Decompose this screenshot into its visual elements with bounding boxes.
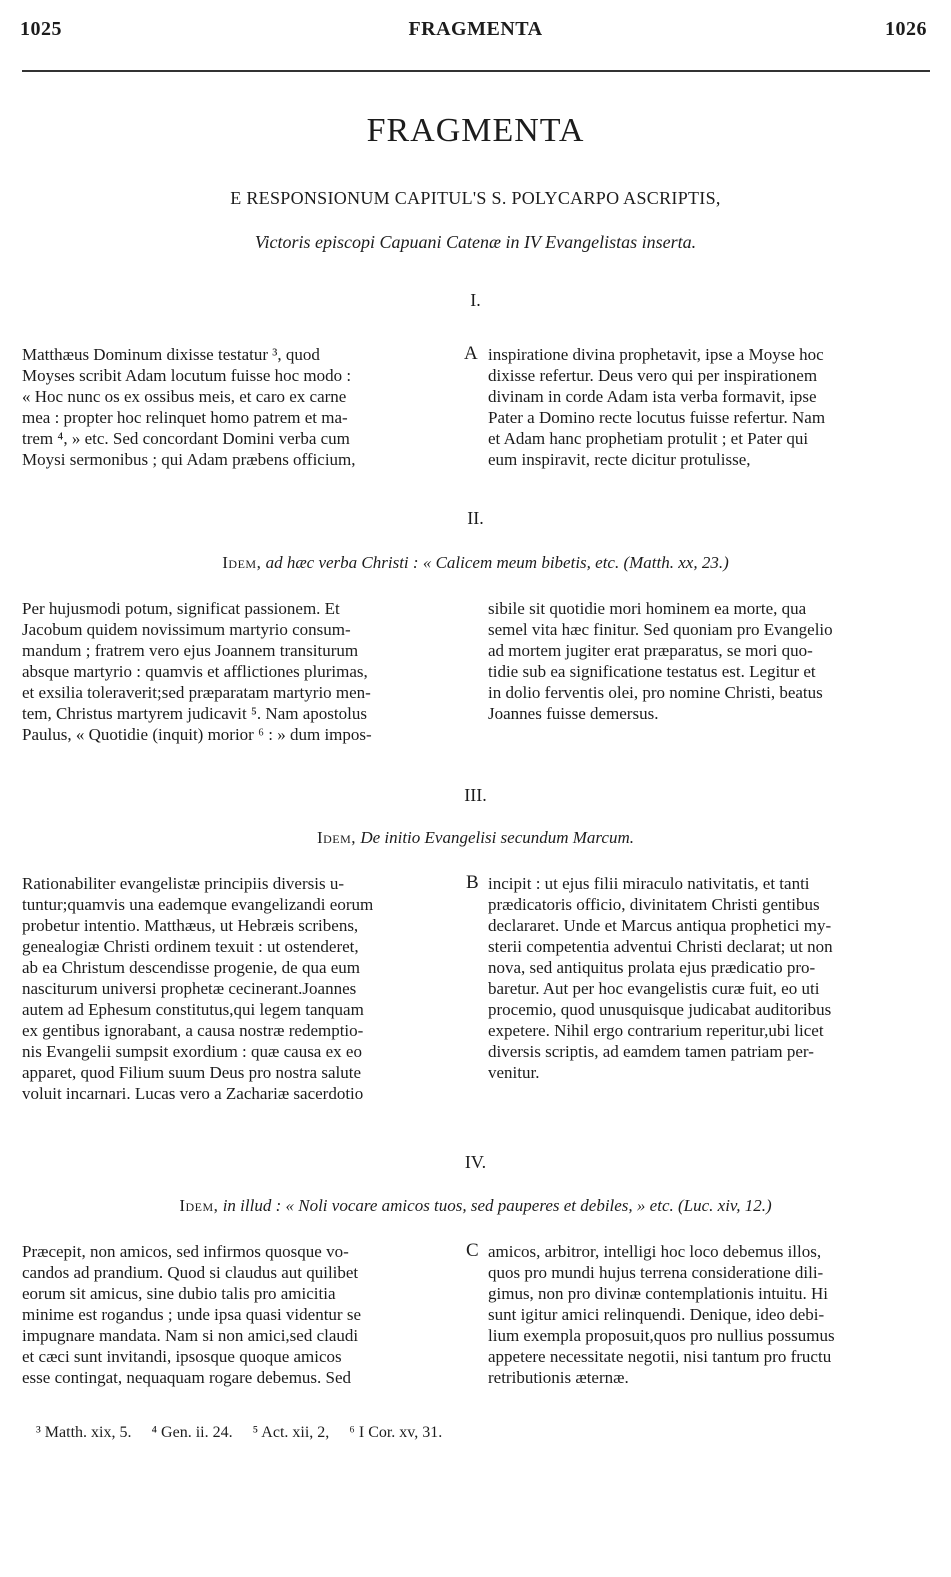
right-column: [488, 598, 928, 724]
text-line: et exsilia toleraverit;sed præparatam martyrio men-: [22, 683, 371, 702]
section-number: II.: [467, 508, 484, 528]
text-line: sunt igitur amici relinquendi. Denique, ideo debi-: [488, 1305, 825, 1324]
text-line: Præcepit, non amicos, sed infirmos quosque vo-: [22, 1242, 349, 1261]
text-line: trem ⁴, » etc. Sed concordant Domini verba cum: [22, 429, 350, 448]
text-line: inspiratione divina prophetavit, ipse a Moyse hoc: [488, 345, 824, 364]
text-line: impugnare mandata. Nam si non amici,sed claudi: [22, 1326, 359, 1345]
text-line: procemio, quod unusquisque judicabat auditoribus: [488, 1000, 832, 1019]
text-line: amicos, arbitror, intelligi hoc loco debemus illos,: [488, 1242, 822, 1261]
text-line: nova, sed antiquitus prolata ejus prædicatio pro-: [488, 958, 816, 977]
text-line: tidie sub ea significatione testatus est. Legitur et: [488, 662, 816, 681]
text-line: diversis scriptis, ad eamdem tamen patriam per-: [488, 1042, 814, 1061]
text-line: venitur.: [488, 1063, 540, 1082]
text-line: eum inspiravit, recte dicitur protulisse,: [488, 450, 751, 469]
left-column: [22, 873, 460, 1104]
text-line: absque martyrio : quamvis et afflictiones plurimas,: [22, 662, 368, 681]
text-line: Moyses scribit Adam locutum fuisse hoc modo :: [22, 366, 352, 385]
text-line: autem ad Ephesum constitutus,qui legem tanquam: [22, 1000, 364, 1019]
idem-label: Idem,: [222, 553, 262, 572]
text-line: Per hujusmodi potum, significat passionem. Et: [22, 599, 340, 618]
footnote: ³ Matth. xix, 5.: [36, 1424, 132, 1441]
section-heading: [0, 828, 951, 848]
text-line: baretur. Aut per hoc evangelistis curæ fuit, eo uti: [488, 979, 820, 998]
section-number: III.: [464, 785, 487, 805]
text-line: Pater a Domino recte locutus fuisse refertur. Nam: [488, 408, 826, 427]
text-line: apparet, quod Filium suum Deus pro nostra salute: [22, 1063, 362, 1082]
text-line: quos pro mundi hujus terrena consideratione dili-: [488, 1263, 824, 1282]
section-number: IV.: [464, 1152, 487, 1172]
text-line: expetere. Nihil ergo contrarium reperitur,ubi licet: [488, 1021, 824, 1040]
left-column: [22, 598, 460, 745]
right-column: [488, 344, 928, 470]
subtitle-italic: Victoris episcopi Capuani Catenæ in IV Evangelistas inserta.: [254, 232, 697, 252]
heading-text: in illud : « Noli vocare amicos tuos, sed pauperes et debiles, » etc. (Luc. xiv, 12.): [222, 1196, 772, 1215]
text-line: genealogiæ Christi ordinem texuit : ut ostenderet,: [22, 937, 359, 956]
footnote: ⁶ I Cor. xv, 31.: [349, 1424, 443, 1441]
text-line: semel vita hæc finitur. Sed quoniam pro Evangelio: [488, 620, 833, 639]
left-column: [22, 1241, 460, 1388]
heading-text: De initio Evangelisi secundum Marcum.: [360, 828, 634, 847]
text-line: Paulus, « Quotidie (inquit) morior ⁶ : » dum impos-: [22, 725, 372, 744]
text-line: Joannes fuisse demersus.: [488, 704, 659, 723]
text-line: esse contingat, nequaquam rogare debemus. Sed: [22, 1368, 352, 1387]
margin-letter: C: [466, 1240, 479, 1261]
text-line: candos ad prandium. Quod si claudus aut quilibet: [22, 1263, 359, 1282]
text-line: prædicatoris officio, divinitatem Christi gentibus: [488, 895, 820, 914]
text-line: ab ea Christum descendisse progenie, de qua eum: [22, 958, 361, 977]
text-line: Jacobum quidem novissimum martyrio consum-: [22, 620, 351, 639]
text-line: voluit incarnari. Lucas vero a Zachariæ sacerdotio: [22, 1084, 364, 1103]
text-line: nis Evangelii sumpsit exordium : quæ causa ex eo: [22, 1042, 362, 1061]
section-heading: [0, 1196, 951, 1216]
left-column: [22, 344, 460, 470]
text-line: nasciturum universi prophetæ cecinerant.Joannes: [22, 979, 357, 998]
idem-label: Idem,: [316, 828, 357, 847]
subtitle: E RESPONSIONUM CAPITUL'S S. POLYCARPO ASCRIPTIS,: [230, 188, 721, 208]
text-line: Matthæus Dominum dixisse testatur ³, quod: [22, 345, 320, 364]
text-line: ad mortem jugiter erat præparatus, se mori quo-: [488, 641, 813, 660]
text-line: in dolio ferventis olei, pro nomine Christi, beatus: [488, 683, 823, 702]
text-line: eorum sit amicus, sine dubio talis pro amicitia: [22, 1284, 336, 1303]
footnotes: [36, 1424, 458, 1442]
heading-text: ad hæc verba Christi : « Calicem meum bibetis, etc. (Matth. xx, 23.): [265, 553, 729, 572]
text-line: « Hoc nunc os ex ossibus meis, et caro ex carne: [22, 387, 347, 406]
page-title: FRAGMENTA: [366, 112, 585, 149]
text-line: mea : propter hoc relinquet homo patrem et ma-: [22, 408, 348, 427]
section-number: I.: [470, 290, 481, 310]
footnote: ⁴ Gen. ii. 24.: [151, 1424, 233, 1441]
text-line: mandum ; fratrem vero ejus Joannem transiturum: [22, 641, 359, 660]
text-line: sibile sit quotidie mori hominem ea morte, qua: [488, 599, 807, 618]
text-line: divinam in corde Adam ista verba formavit, ipse: [488, 387, 817, 406]
idem-label: Idem,: [179, 1196, 219, 1215]
text-line: retributionis æternæ.: [488, 1368, 629, 1387]
page-number-left: 1025: [20, 18, 62, 40]
text-line: incipit : ut ejus filii miraculo nativitatis, et tanti: [488, 874, 810, 893]
running-title: FRAGMENTA: [408, 18, 543, 40]
section-heading: [0, 553, 951, 573]
right-column: [488, 1241, 928, 1388]
text-line: lium exempla proposuit,quos pro nullius possumus: [488, 1326, 835, 1345]
text-line: dixisse refertur. Deus vero qui per inspirationem: [488, 366, 818, 385]
text-line: tem, Christus martyrem judicavit ⁵. Nam apostolus: [22, 704, 367, 723]
text-line: tuntur;quamvis una eademque evangelizandi eorum: [22, 895, 374, 914]
text-line: appetere necessitate negotii, nisi tantum pro fructu: [488, 1347, 832, 1366]
page-number-right: 1026: [885, 18, 927, 40]
text-line: probetur intentio. Matthæus, ut Hebræis scribens,: [22, 916, 359, 935]
text-line: gimus, non pro divinæ contemplationis intuitu. Hi: [488, 1284, 828, 1303]
margin-letter: A: [464, 343, 478, 364]
text-line: et Adam hanc prophetiam protulit ; et Pater qui: [488, 429, 809, 448]
margin-letter: B: [466, 872, 479, 893]
text-line: Rationabiliter evangelistæ principiis diversis u-: [22, 874, 344, 893]
text-line: minime est rogandus ; unde ipsa quasi videntur se: [22, 1305, 361, 1324]
header-rule: [22, 70, 930, 72]
text-line: et cæci sunt invitandi, ipsosque quoque amicos: [22, 1347, 342, 1366]
text-line: declararet. Unde et Marcus antiqua prophetici my-: [488, 916, 832, 935]
text-line: ex gentibus ignorabant, a causa nostræ redemptio-: [22, 1021, 364, 1040]
footnote: ⁵ Act. xii, 2,: [252, 1424, 330, 1441]
text-line: sterii competentia adventui Christi declarat; ut non: [488, 937, 833, 956]
right-column: [488, 873, 928, 1083]
text-line: Moysi sermonibus ; qui Adam præbens officium,: [22, 450, 356, 469]
